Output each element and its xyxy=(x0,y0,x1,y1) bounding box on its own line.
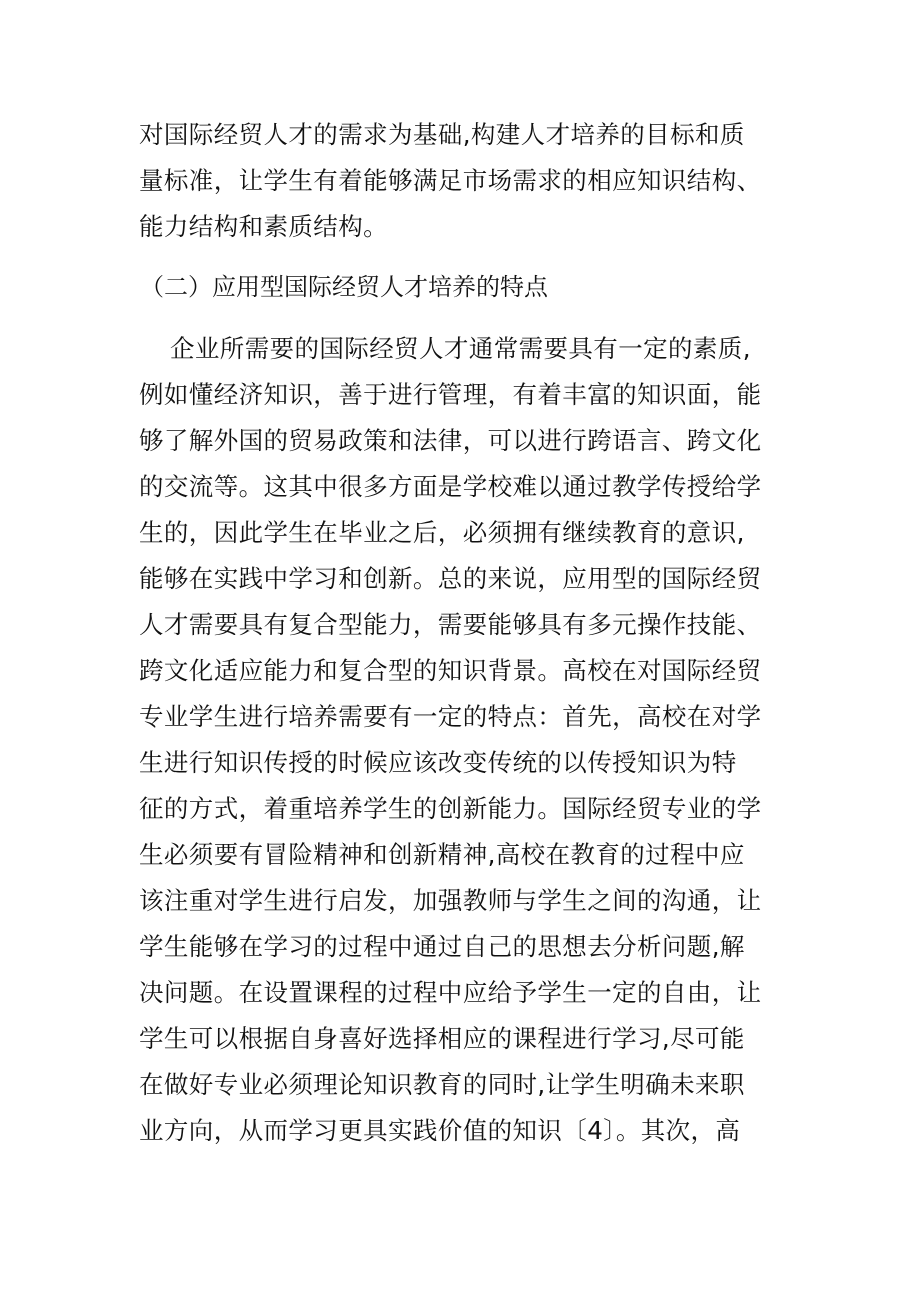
paragraph-2-line-10: 生进行知识传授的时候应该改变传统的以传授知识为特 xyxy=(139,748,737,777)
paragraph-2-line-3: 够了解外国的贸易政策和法律，可以进行跨语言、跨文化 xyxy=(139,426,762,455)
paragraph-2-line-8: 跨文化适应能力和复合型的知识背景。高校在对国际经贸 xyxy=(139,656,762,685)
paragraph-2-line-14: 学生能够在学习的过程中通过自己的思想去分析问题,解 xyxy=(139,932,745,961)
paragraph-2-line-15: 决问题。在设置课程的过程中应给予学生一定的自由，让 xyxy=(139,978,762,1007)
paragraph-2-line-16: 学生可以根据自身喜好选择相应的课程进行学习,尽可能 xyxy=(139,1024,745,1053)
paragraph-2-line-9: 专业学生进行培养需要有一定的特点：首先，高校在对学 xyxy=(139,702,762,731)
paragraph-2-line-7: 人才需要具有复合型能力，需要能够具有多元操作技能、 xyxy=(139,610,762,639)
paragraph-2-line-6: 能够在实践中学习和创新。总的来说，应用型的国际经贸 xyxy=(139,564,762,593)
paragraph-2-line-17: 在做好专业必须理论知识教育的同时,让学生明确未来职 xyxy=(139,1070,745,1099)
paragraph-2-line-18: 业方向，从而学习更具实践价值的知识〔4〕。其次，高 xyxy=(139,1116,741,1145)
paragraph-2-line-1: 企业所需要的国际经贸人才通常需要具有一定的素质, xyxy=(170,334,751,363)
paragraph-2-line-5: 生的，因此学生在毕业之后，必须拥有继续教育的意识, xyxy=(139,518,745,547)
paragraph-1-line-3: 能力结构和素质结构。 xyxy=(139,212,388,241)
paragraph-1-line-2: 量标准，让学生有着能够满足市场需求的相应知识结构、 xyxy=(139,166,762,195)
section-heading: （二）应用型国际经贸人才培养的特点 xyxy=(140,273,548,301)
paragraph-2-line-11: 征的方式，着重培养学生的创新能力。国际经贸专业的学 xyxy=(139,794,762,823)
paragraph-2-line-2: 例如懂经济知识，善于进行管理，有着丰富的知识面，能 xyxy=(139,380,762,409)
paragraph-2-line-13: 该注重对学生进行启发，加强教师与学生之间的沟通，让 xyxy=(139,886,762,915)
paragraph-2-line-12: 生必须要有冒险精神和创新精神,高校在教育的过程中应 xyxy=(139,840,745,869)
paragraph-2-line-4: 的交流等。这其中很多方面是学校难以通过教学传授给学 xyxy=(139,472,762,501)
paragraph-1-line-1: 对国际经贸人才的需求为基础,构建人才培养的目标和质 xyxy=(139,120,745,149)
